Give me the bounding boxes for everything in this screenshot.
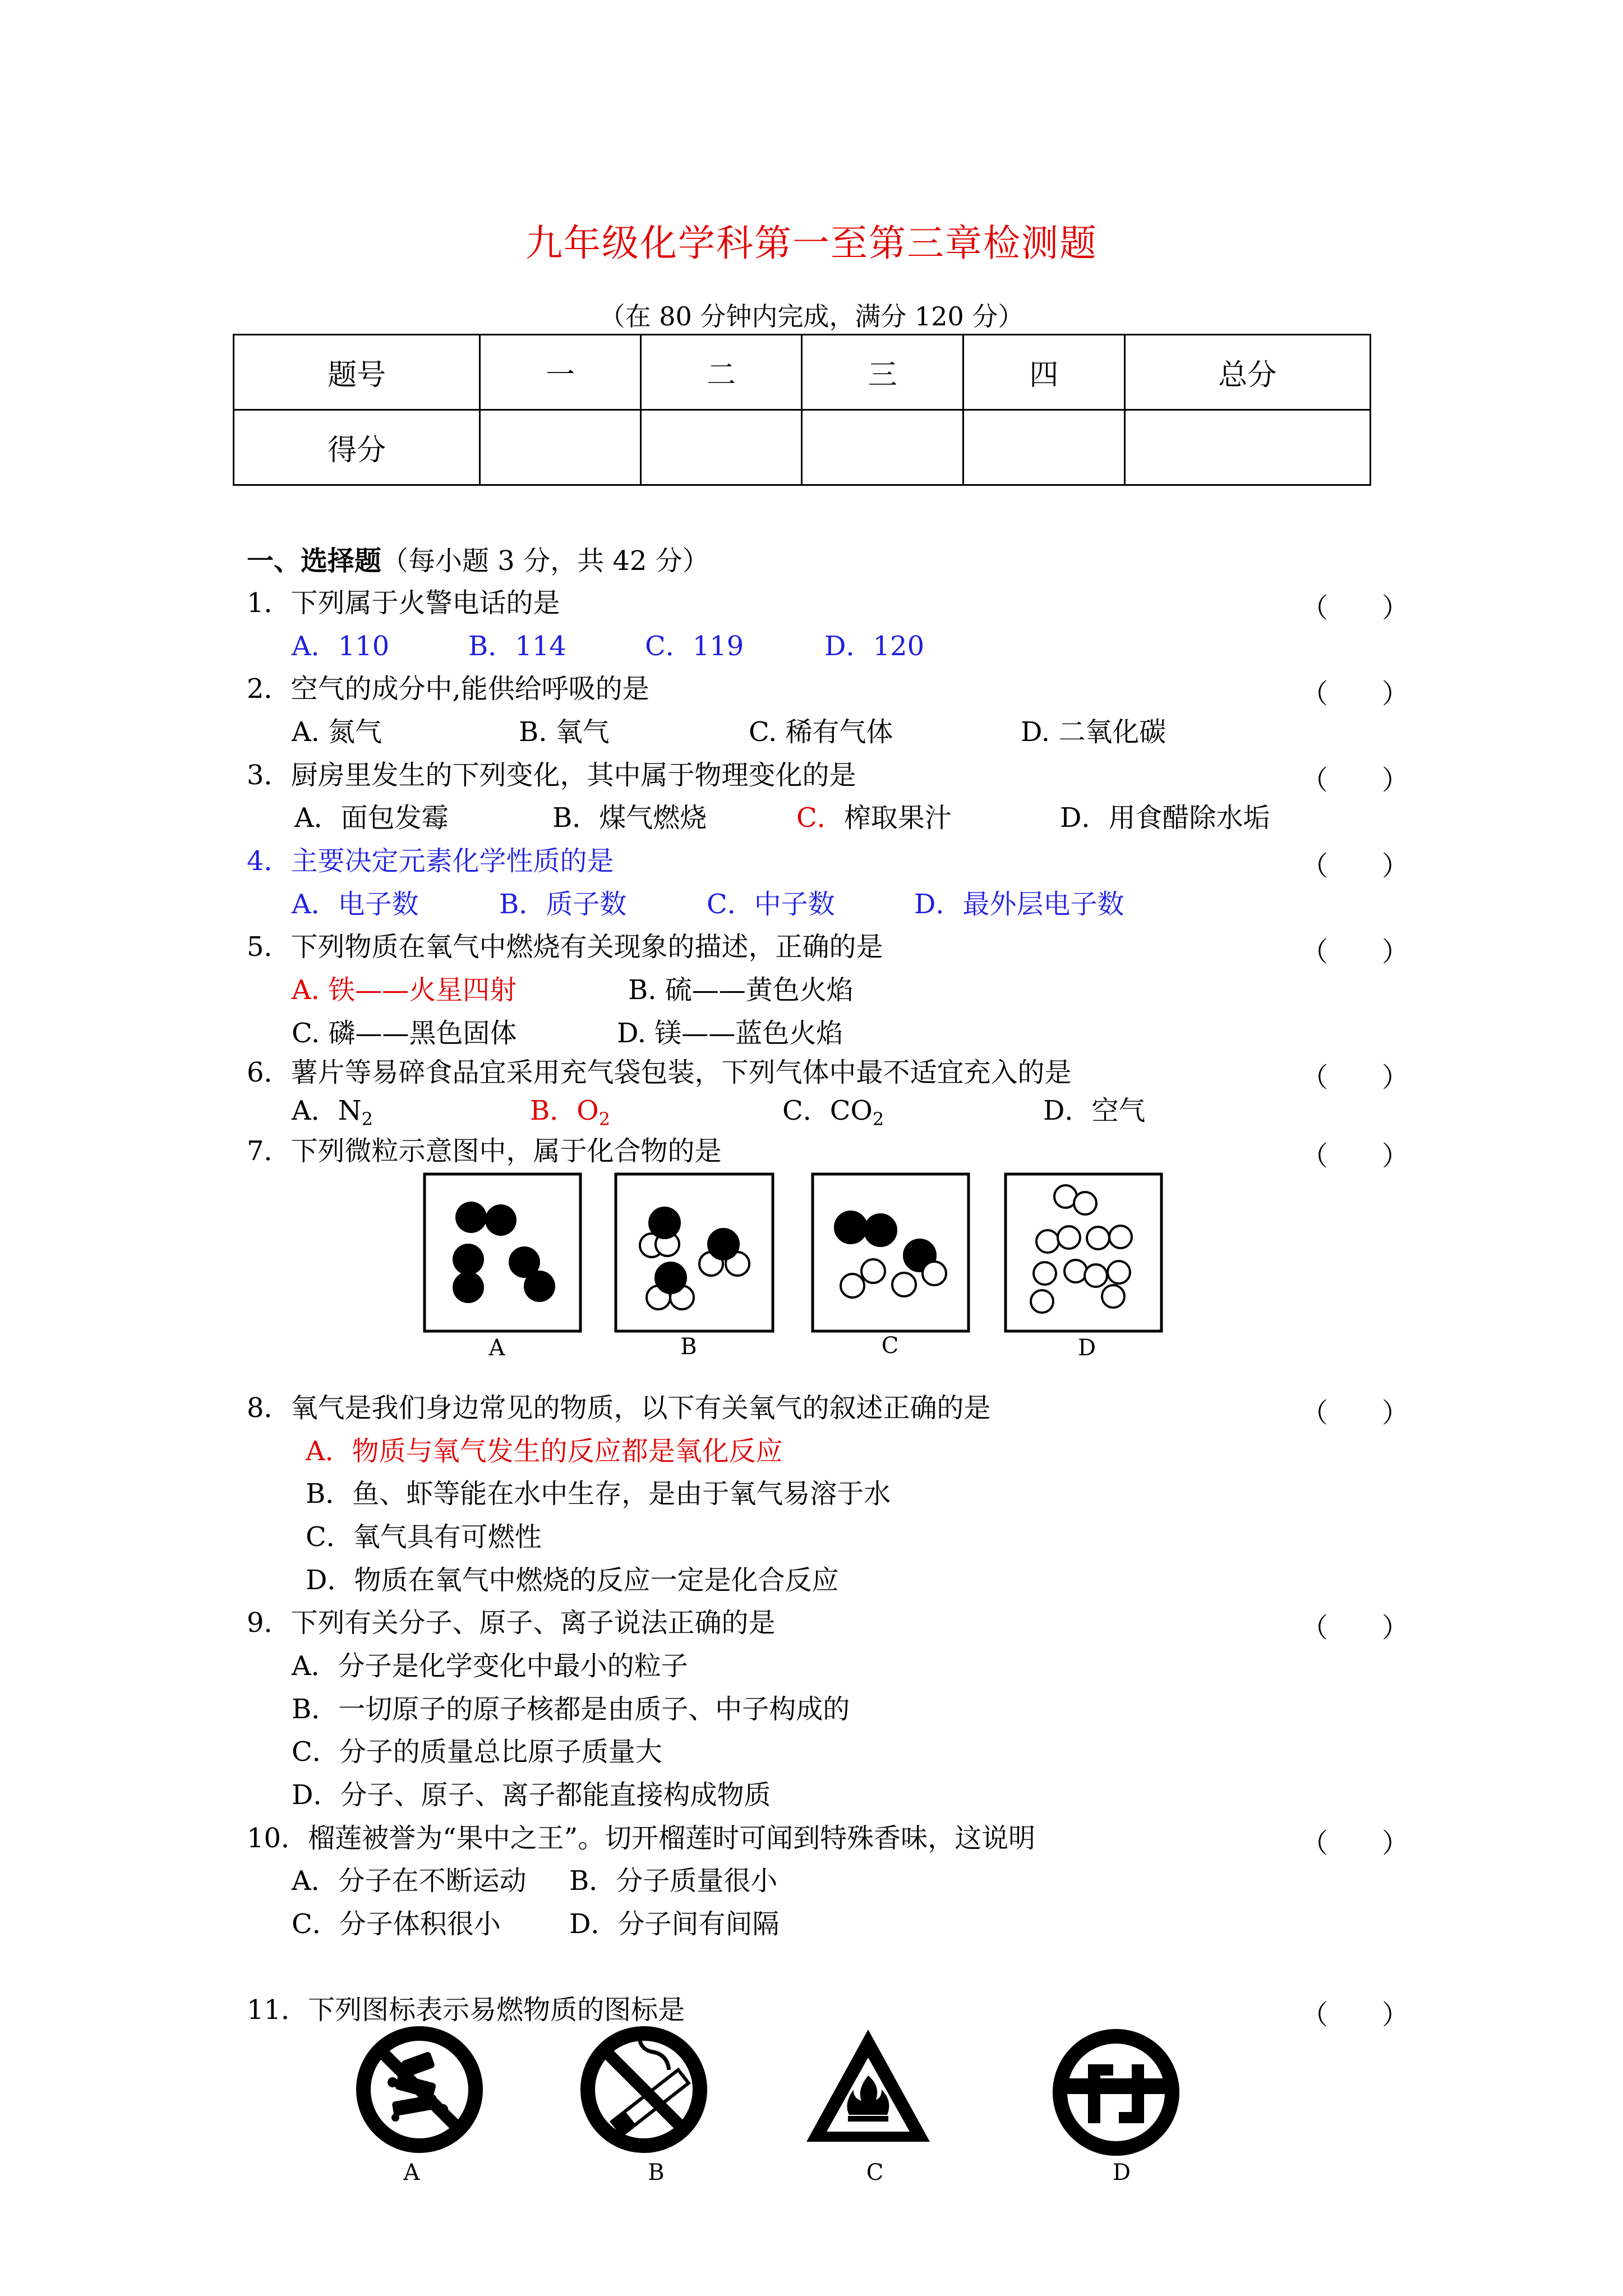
q5-option-d: D. 镁——蓝色火焰 — [617, 1018, 843, 1049]
no-fireworks-sign-icon — [363, 2033, 476, 2146]
q2-option-c: C. 稀有气体 — [749, 716, 893, 748]
particle-label-b: B — [680, 1334, 697, 1360]
question-11-stem: 11．下列图标表示易燃物质的图标是 — [247, 1994, 685, 2026]
q5-option-c: C. 磷——黑色固体 — [292, 1018, 517, 1049]
question-5-stem: 5．下列物质在氧气中燃烧有关现象的描述，正确的是 — [247, 931, 883, 963]
q5-option-a: A. 铁——火星四射 — [292, 974, 517, 1006]
q1-option-c: C．119 — [645, 631, 744, 662]
score-header-cell: 一 — [480, 335, 641, 410]
q6-option-b-subscript: 2 — [598, 1108, 610, 1130]
answer-blank[interactable]: （ ） — [1301, 1062, 1409, 1093]
particle-label-c: C — [881, 1333, 899, 1359]
question-7-stem: 7．下列微粒示意图中，属于化合物的是 — [247, 1135, 722, 1167]
score-header-cell: 二 — [640, 335, 802, 410]
q6-option-b-text: B．O — [530, 1095, 599, 1126]
q3-option-a: A．面包发霉 — [294, 802, 449, 834]
score-header-cell: 三 — [802, 335, 963, 410]
score-header-cell: 四 — [963, 335, 1125, 410]
answer-blank[interactable]: （ ） — [1301, 850, 1409, 882]
q6-option-c-subscript: 2 — [872, 1108, 884, 1130]
question-1-stem: 1．下列属于火警电话的是 — [247, 587, 560, 619]
q3-option-b: B．煤气燃烧 — [552, 802, 707, 834]
answer-blank[interactable]: （ ） — [1301, 1828, 1409, 1859]
answer-blank[interactable]: （ ） — [1301, 1140, 1409, 1172]
question-8-stem: 8．氧气是我们身边常见的物质，以下有关氧气的叙述正确的是 — [247, 1392, 991, 1424]
q9-option-c: C．分子的质量总比原子质量大 — [292, 1736, 662, 1768]
score-row-label: 得分 — [234, 410, 480, 485]
question-4-stem: 4．主要决定元素化学性质的是 — [247, 845, 614, 877]
q10-option-d: D．分子间有间隔 — [569, 1908, 780, 1940]
question-6-stem: 6．薯片等易碎食品宜采用充气袋包装，下列气体中最不适宜充入的是 — [247, 1057, 1072, 1088]
question-10-stem: 10．榴莲被誉为“果中之王”。切开榴莲时可闻到特殊香味，这说明 — [247, 1823, 1036, 1854]
question-9-stem: 9．下列有关分子、原子、离子说法正确的是 — [247, 1607, 776, 1639]
q9-option-a: A．分子是化学变化中最小的粒子 — [292, 1650, 688, 1682]
no-smoking-sign-icon — [579, 2028, 700, 2146]
question-2-stem: 2．空气的成分中,能供给呼吸的是 — [247, 673, 649, 705]
q8-option-b: B．鱼、虾等能在水中生存，是由于氧气易溶于水 — [306, 1478, 891, 1510]
q4-option-a: A．电子数 — [292, 889, 419, 920]
answer-blank[interactable]: （ ） — [1301, 1612, 1409, 1644]
q9-option-b: B．一切原子的原子核都是由质子、中子构成的 — [292, 1694, 850, 1725]
q4-option-b: B．质子数 — [499, 889, 627, 920]
section-title: 一、选择题 — [247, 545, 382, 577]
q1-option-b: B．114 — [468, 631, 566, 662]
q1-option-a: A．110 — [292, 631, 390, 662]
particle-label-a: A — [488, 1335, 505, 1361]
q10-option-c: C．分子体积很小 — [292, 1908, 501, 1940]
flammable-warning-icon — [806, 2030, 930, 2142]
q4-option-c: C．中子数 — [707, 889, 835, 920]
q6-option-c-text: C．CO — [782, 1095, 873, 1126]
q4-option-d: D．最外层电子数 — [914, 889, 1124, 920]
q1-option-d: D．120 — [824, 631, 925, 662]
sign-label-d: D — [1112, 2160, 1131, 2185]
pedestrian-sign-icon — [1060, 2036, 1172, 2148]
q6-option-a-text: A．N — [292, 1095, 362, 1126]
score-header-cell: 总分 — [1124, 335, 1370, 410]
answer-blank[interactable]: （ ） — [1301, 1999, 1409, 2031]
sign-label-b: B — [648, 2160, 665, 2185]
q2-option-b: B. 氧气 — [519, 716, 610, 748]
q9-option-d: D．分子、原子、离子都能直接构成物质 — [292, 1779, 771, 1811]
q8-option-a: A．物质与氧气发生的反应都是氧化反应 — [306, 1435, 783, 1467]
page-subtitle: （在 80 分钟内完成，满分 120 分） — [599, 301, 1024, 332]
q8-option-c: C．氧气具有可燃性 — [306, 1521, 542, 1553]
q10-option-a: A．分子在不断运动 — [292, 1865, 527, 1897]
q6-option-d: D．空气 — [1043, 1095, 1146, 1126]
q3-option-c-letter: C． — [796, 802, 844, 834]
score-header-cell: 题号 — [234, 335, 480, 410]
q3-option-c-text: 榨取果汁 — [843, 802, 952, 834]
q8-option-d: D．物质在氧气中燃烧的反应一定是化合反应 — [306, 1565, 839, 1596]
answer-blank[interactable]: （ ） — [1301, 765, 1409, 796]
answer-blank[interactable]: （ ） — [1301, 678, 1409, 710]
q5-option-b: B. 硫——黄色火焰 — [628, 974, 854, 1006]
q3-option-d: D．用食醋除水垢 — [1060, 802, 1270, 834]
q2-option-d: D. 二氧化碳 — [1021, 716, 1166, 748]
q2-option-a: A. 氮气 — [292, 716, 382, 748]
section-note: （每小题 3 分，共 42 分） — [381, 545, 709, 577]
q6-option-a-subscript: 2 — [361, 1108, 374, 1130]
particle-label-d: D — [1077, 1335, 1096, 1361]
q10-option-b: B．分子质量很小 — [569, 1865, 778, 1897]
answer-blank[interactable]: （ ） — [1301, 1397, 1409, 1429]
answer-blank[interactable]: （ ） — [1301, 936, 1409, 968]
sign-label-a: A — [403, 2160, 420, 2185]
question-3-stem: 3．厨房里发生的下列变化，其中属于物理变化的是 — [247, 760, 856, 791]
sign-label-c: C — [866, 2160, 884, 2185]
page-title: 九年级化学科第一至第三章检测题 — [525, 222, 1098, 265]
answer-blank[interactable]: （ ） — [1301, 592, 1409, 624]
